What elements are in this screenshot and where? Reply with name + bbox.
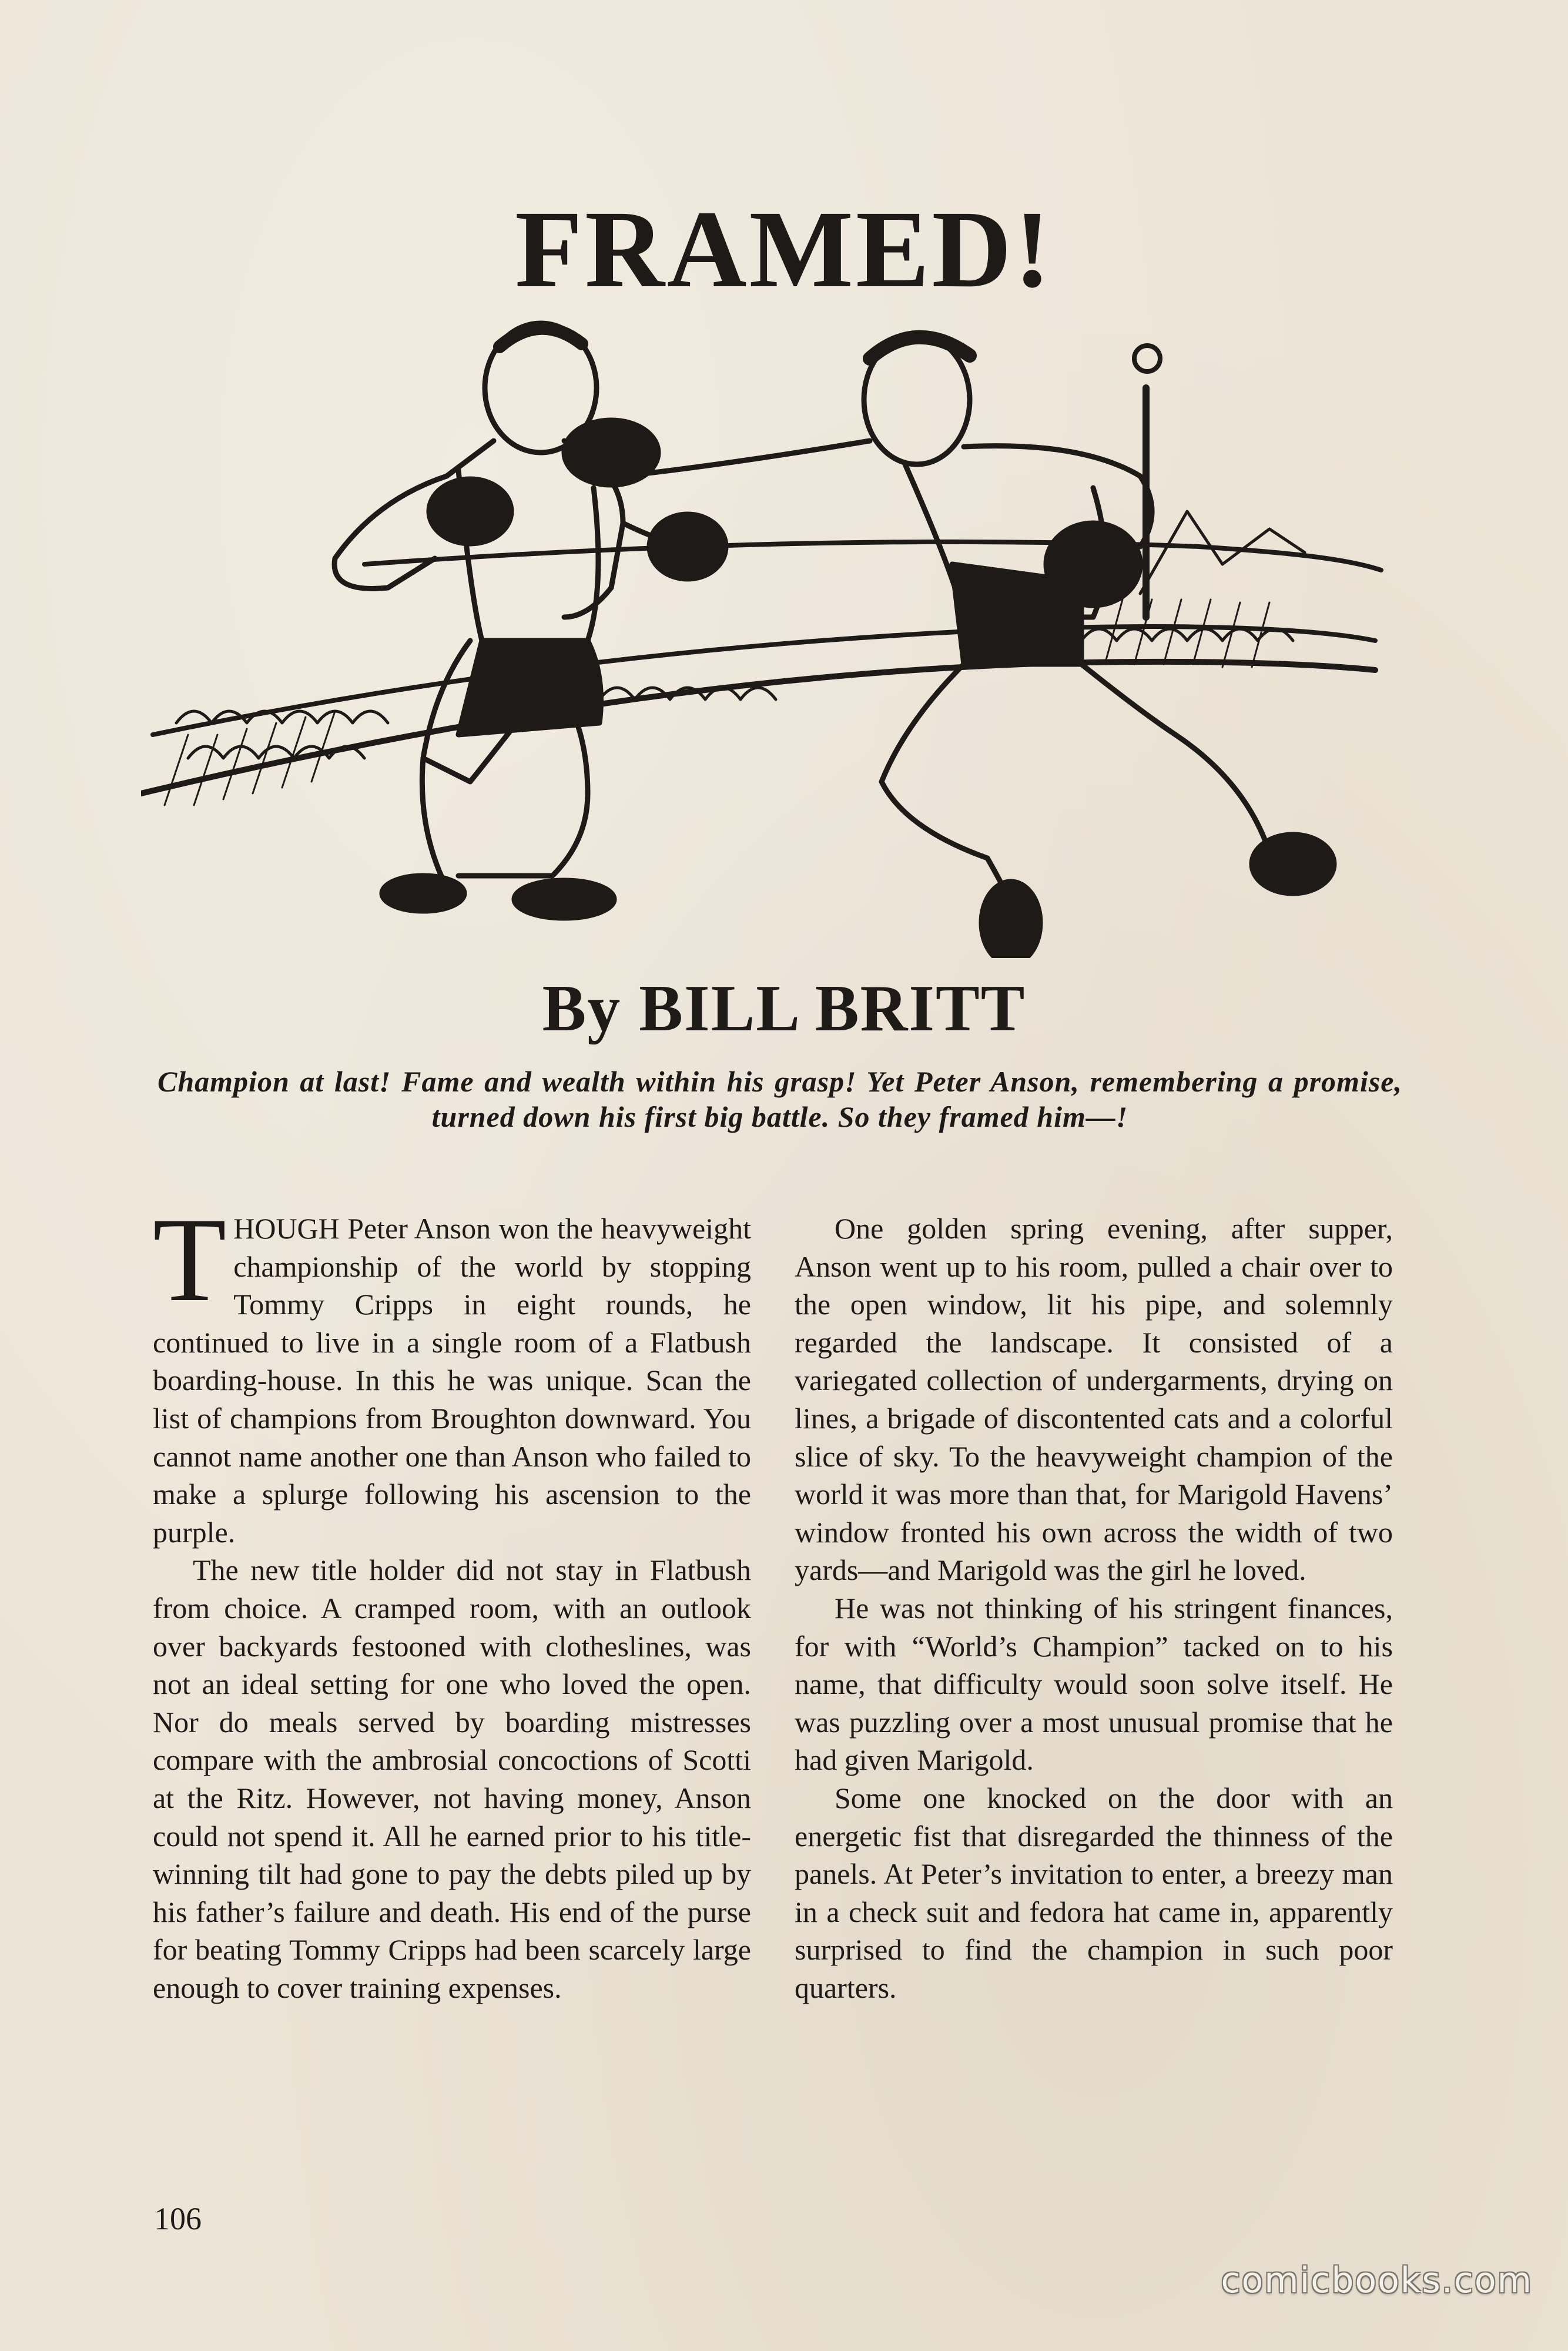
ring-rope xyxy=(141,662,1375,793)
paragraph: He was not thinking of his stringent finances, for with “World’s Champion” tacked on to his name, that difficulty would soon solve itself. He was puzzling over a most unusual promise that he had given Marigold. xyxy=(795,1591,1393,1777)
site-watermark: comicbooks.com xyxy=(1221,2260,1533,2301)
paragraph: Some one knocked on the door with an energetic fist that disregarded the thinness of the panels. At Peter’s invitation to enter, a breezy man in a check suit and fedora hat came in, apparently surprised to find the champion in such poor quarters. xyxy=(795,1781,1393,2004)
text-column-left xyxy=(153,1193,751,2007)
paragraph xyxy=(153,1193,751,1551)
left-boxer xyxy=(334,323,726,918)
page-number: 106 xyxy=(154,2201,202,2236)
drop-cap: T xyxy=(153,1193,227,1327)
paragraph: One golden spring evening, after supper, Anson went up to his room, pulled a chair over to the open window, lit his pipe, and solemnly regarded the landscape. It consisted of a variegated collection of undergarments, drying on lines, a brigade of discontented cats and a colorful slice of sky. To the heavyweight champion of the world it was more than that, for Marigold Havens’ window fronted his own across the width of two yards—and Marigold was the girl he loved. xyxy=(795,1212,1393,1587)
story-blurb: Champion at last! Fame and wealth within his grasp! Yet Peter Anson, remembering a promise, turned down his first big battle. So they framed him—! xyxy=(158,1065,1402,1133)
paragraph-text: HOUGH Peter Anson won the heavyweight championship of the world by stopping Tommy Cripps in eight rounds, he continued to live in a single room of a Flatbush boarding-house. In this he was unique. Scan the list of champions from Broughton downward. You cannot name another one than Anson who failed to make a splurge following his ascension to the purple. xyxy=(153,1212,751,1549)
paragraph: The new title holder did not stay in Flatbush from choice. A cramped room, with an outlook over backyards festooned with clotheslines, was not an ideal setting for one who loved the open. Nor do meals served by boarding mistresses compare with the ambrosial concoctions of Scotti at the Ritz. However, not having money, Anson could not spend it. All he earned prior to his title-winning tilt had gone to pay the debts piled up by his father’s failure and death. His end of the purse for beating Tommy Cripps had been scarcely large enough to cover training expenses. xyxy=(153,1553,751,2004)
boxing-illustration xyxy=(141,312,1387,958)
ring-rope xyxy=(364,542,1381,570)
story-title: FRAMED! xyxy=(515,187,1053,310)
byline: By BILL BRITT xyxy=(542,972,1026,1045)
text-column-right xyxy=(795,1210,1393,2007)
